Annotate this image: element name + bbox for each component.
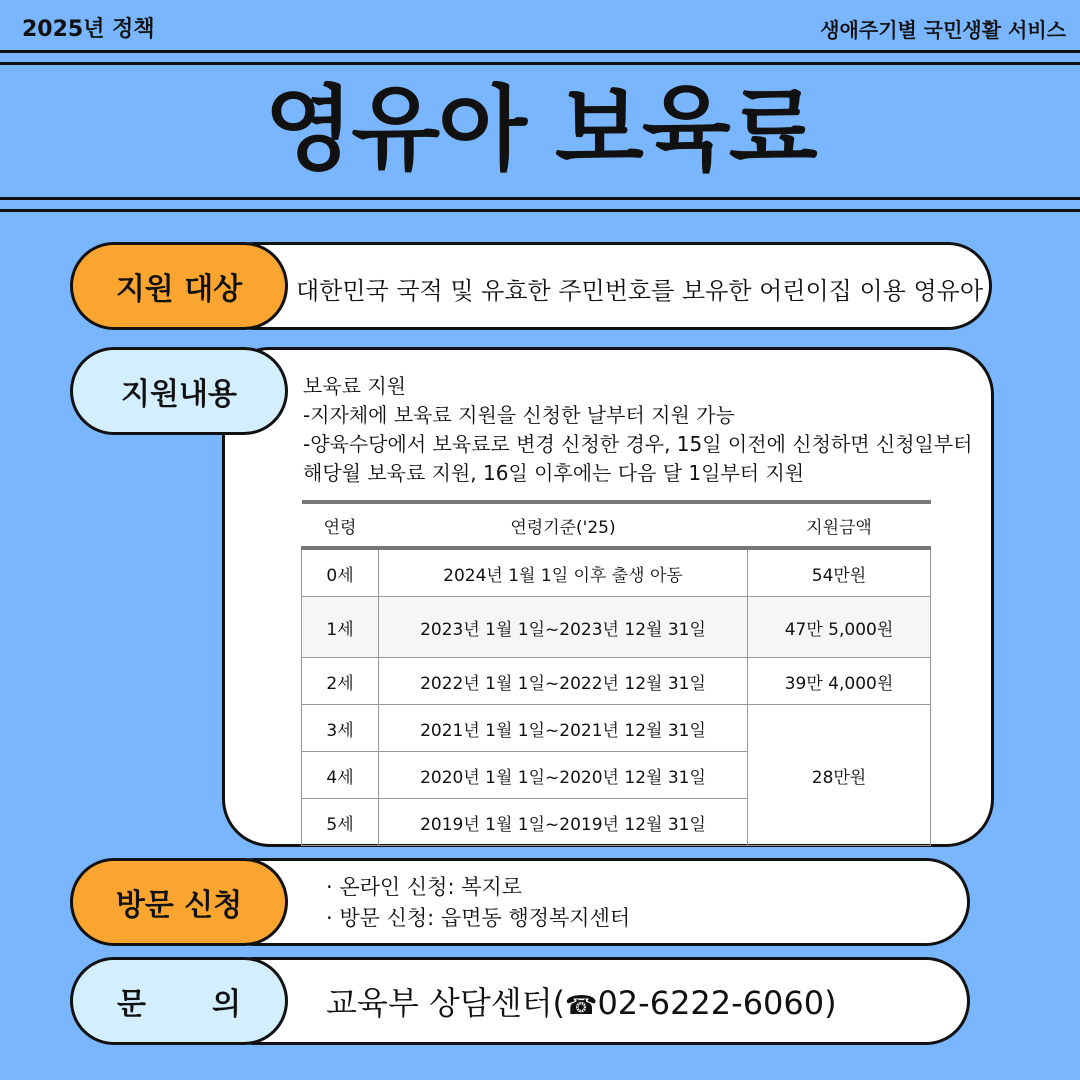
table-header-row xyxy=(302,502,931,548)
divider-top xyxy=(0,50,1080,53)
table-row xyxy=(302,548,931,597)
table-row xyxy=(302,705,931,752)
header-age: 연령 xyxy=(302,502,379,548)
age-cell: 1세 xyxy=(302,597,379,658)
age-cell: 5세 xyxy=(302,799,379,846)
criteria-cell: 2022년 1월 1일~2022년 12월 31일 xyxy=(379,658,748,705)
content-description xyxy=(303,372,972,488)
age-cell: 4세 xyxy=(302,752,379,799)
target-text: 대한민국 국적 및 유효한 주민번호를 보유한 어린이집 이용 영유아 xyxy=(296,277,983,305)
criteria-cell: 2023년 1월 1일~2023년 12월 31일 xyxy=(379,597,748,658)
divider-top-2 xyxy=(0,62,1080,65)
content-line: 보육료 지원 xyxy=(303,374,406,398)
visit-line: · 방문 신청: 읍면동 행정복지센터 xyxy=(326,906,631,930)
amount-cell: 54만원 xyxy=(748,548,931,597)
content-label: 지원내용 xyxy=(70,347,288,435)
content-line: -양육수당에서 보육료로 변경 신청한 경우, 15일 이전에 신청하면 신청일부터 xyxy=(303,432,973,456)
phone-icon: ☎ xyxy=(565,991,598,1021)
inquiry-suffix: ) xyxy=(824,984,837,1022)
table-row xyxy=(302,597,931,658)
age-cell: 0세 xyxy=(302,548,379,597)
page-title: 영유아 보육료 xyxy=(264,76,816,183)
inquiry-label xyxy=(70,957,288,1045)
inquiry-prefix: 교육부 상담센터( xyxy=(326,984,566,1022)
merged-amount-cell: 28만원 xyxy=(748,705,931,846)
inquiry-label-right: 의 xyxy=(212,987,241,1022)
age-cell: 3세 xyxy=(302,705,379,752)
criteria-cell: 2020년 1월 1일~2020년 12월 31일 xyxy=(379,752,748,799)
amount-cell: 47만 5,000원 xyxy=(748,597,931,658)
amount-cell: 39만 4,000원 xyxy=(748,658,931,705)
policy-year: 2025년 정책 xyxy=(22,17,155,42)
series-name: 생애주기별 국민생활 서비스 xyxy=(820,18,1066,42)
header-amount: 지원금액 xyxy=(748,502,931,548)
visit-methods xyxy=(326,872,630,934)
divider-mid xyxy=(0,197,1080,200)
top-bar xyxy=(0,0,1080,50)
criteria-cell: 2021년 1월 1일~2021년 12월 31일 xyxy=(379,705,748,752)
table-row xyxy=(302,658,931,705)
header-criteria: 연령기준('25) xyxy=(379,502,748,548)
age-cell: 2세 xyxy=(302,658,379,705)
content-line: -지자체에 보육료 지원을 신청한 날부터 지원 가능 xyxy=(303,403,735,427)
visit-label: 방문 신청 xyxy=(70,858,288,946)
inquiry-text xyxy=(326,978,837,1024)
inquiry-label-left: 문 xyxy=(117,987,146,1022)
divider-mid-2 xyxy=(0,209,1080,212)
content-line: 해당월 보육료 지원, 16일 이후에는 다음 달 1일부터 지원 xyxy=(303,461,805,485)
phone-number: 02-6222-6060 xyxy=(597,984,825,1022)
criteria-cell: 2019년 1월 1일~2019년 12월 31일 xyxy=(379,799,748,846)
fee-table xyxy=(301,500,931,846)
target-label: 지원 대상 xyxy=(70,242,288,330)
criteria-cell: 2024년 1월 1일 이후 출생 아동 xyxy=(379,548,748,597)
visit-line: · 온라인 신청: 복지로 xyxy=(326,875,523,899)
